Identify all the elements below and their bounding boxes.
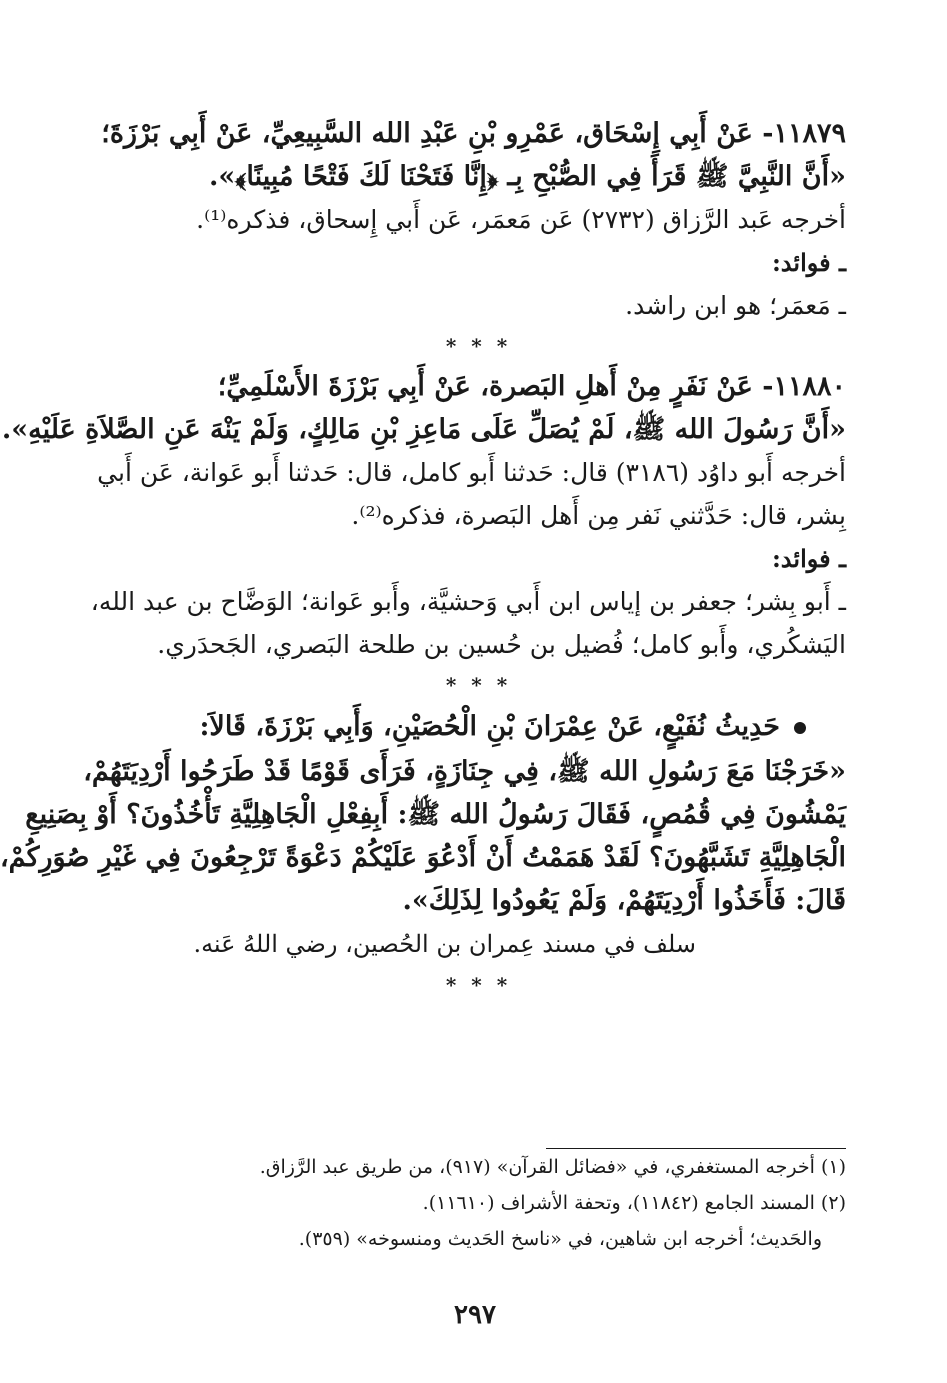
section-separator: * * *: [445, 334, 512, 358]
footnote-2-continuation: والحَديث؛ أخرجه ابن شاهين، في «ناسخ الحَديث ومنسوخه» (٣٥٩).: [298, 1228, 822, 1250]
hadith-11879-text: «أَنَّ النَّبِيَّ ﷺ قَرَأَ فِي الصُّبْحِ بِـ ﴿إِنَّا فَتَحْنَا لَكَ فَتْحًا مُبِينًا﴾».: [208, 161, 846, 192]
hadith-nufay-heading: [111, 704, 846, 750]
fawaid-heading: ـ فوائد:: [771, 544, 846, 573]
hadith-text-line: يَمْشُونَ فِي قُمُصٍ، فَقَالَ رَسُولُ الله ﷺ: أَبِفِعْلِ الْجَاهِلِيَّةِ تَأْخُذُونَ؟ أَوْ بِصَنِيعِ: [25, 799, 846, 830]
hadith-nufay-text: [0, 750, 846, 922]
hadith-nufay-heading-text: حَدِيثُ نُفَيْعٍ، عَنْ عِمْرَانَ بْنِ الْحُصَيْنِ، وَأَبِي بَرْزَةَ، قَالاَ:: [199, 711, 780, 742]
fawaid-heading: ـ فوائد:: [771, 248, 846, 277]
hadith-11879-takhrij: أخرجه عَبد الرَّزاق (٢٧٣٢) عَن مَعمَر، عَن أَبي إِسحاق، فذكره⁽¹⁾.: [196, 205, 846, 234]
section-separator: * * *: [445, 973, 512, 997]
hadith-text-line: الْجَاهِلِيَّةِ تَشَبَّهُونَ؟ لَقَدْ هَمَمْتُ أَنْ أَدْعُوَ عَلَيْكُمْ دَعْوَةً تَرْجِعُونَ فِي غَيْرِ صُوَرِكُمْ،: [0, 842, 846, 873]
hadith-nufay-note: سلف في مسند عِمران بن الحُصين، رضي اللهُ عَنه.: [193, 930, 696, 958]
section-separator: * * *: [445, 673, 512, 697]
hadith-11880-text: «أَنَّ رَسُولَ الله ﷺ، لَمْ يُصَلِّ عَلَى مَاعِزِ بْنِ مَالِكٍ، وَلَمْ يَنْهَ عَنِ الصَّلاَةِ عَلَيْهِ».: [1, 414, 846, 445]
hadith-11880-chain: [111, 365, 846, 408]
page-number: ٢٩٧: [454, 1300, 496, 1330]
hadith-11879-chain: [101, 112, 846, 155]
fawaid-line-2: اليَشكُري، وأَبو كامل؛ فُضيل بن حُسين بن طلحة البَصري، الجَحدَري.: [157, 630, 846, 659]
hadith-chain-text: - عَنْ أَبِي إِسْحَاق، عَمْرِو بْنِ عَبْدِ الله السَّبِيعِيِّ، عَنْ أَبِي بَرْزَةَ؛: [101, 118, 774, 149]
bullet-icon: [794, 722, 806, 734]
hadith-text-line: «خَرَجْنَا مَعَ رَسُولِ الله ﷺ، فِي جِنَازَةٍ، فَرَأَى قَوْمًا قَدْ طَرَحُوا أَرْدِيَتَهُمْ،: [83, 756, 846, 787]
hadith-11880-takhrij-line-1: أخرجه أَبو داوُد (٣١٨٦) قال: حَدثنا أَبو كامل، قال: حَدثنا أَبو عَوانة، عَن أَبي: [97, 458, 846, 487]
page-body: [0, 112, 846, 1004]
fawaid-item: ـ مَعمَر؛ هو ابن راشد.: [625, 291, 846, 320]
hadith-number: ١١٨٧٩: [773, 118, 846, 149]
footnotes: [111, 1148, 846, 1257]
hadith-number: ١١٨٨٠: [773, 371, 846, 402]
hadith-text-line: قَالَ: فَأَخَذُوا أَرْدِيَتَهُمْ، وَلَمْ يَعُودُوا لِذَلِكَ».: [402, 885, 846, 916]
hadith-11880-takhrij-line-2: بِشر، قال: حَدَّثني نَفر مِن أَهل البَصرة، فذكره⁽²⁾.: [351, 501, 846, 530]
fawaid-line-1: ـ أَبو بِشر؛ جعفر بن إياس ابن أَبي وَحشيَّة، وأَبو عَوانة؛ الوَضَّاح بن عبد الله،: [90, 587, 846, 616]
footnote-2: (٢) المسند الجامع (١١٨٤٢)، وتحفة الأشراف (١١٦١٠).: [422, 1192, 846, 1214]
hadith-chain-text: - عَنْ نَفَرٍ مِنْ أَهلِ البَصرة، عَنْ أَبِي بَرْزَةَ الأَسْلَمِيِّ؛: [217, 371, 774, 402]
footnote-1: (١) أخرجه المستغفري، في «فضائل القرآن» (٩١٧)، من طريق عبد الرَّزاق.: [259, 1156, 846, 1178]
